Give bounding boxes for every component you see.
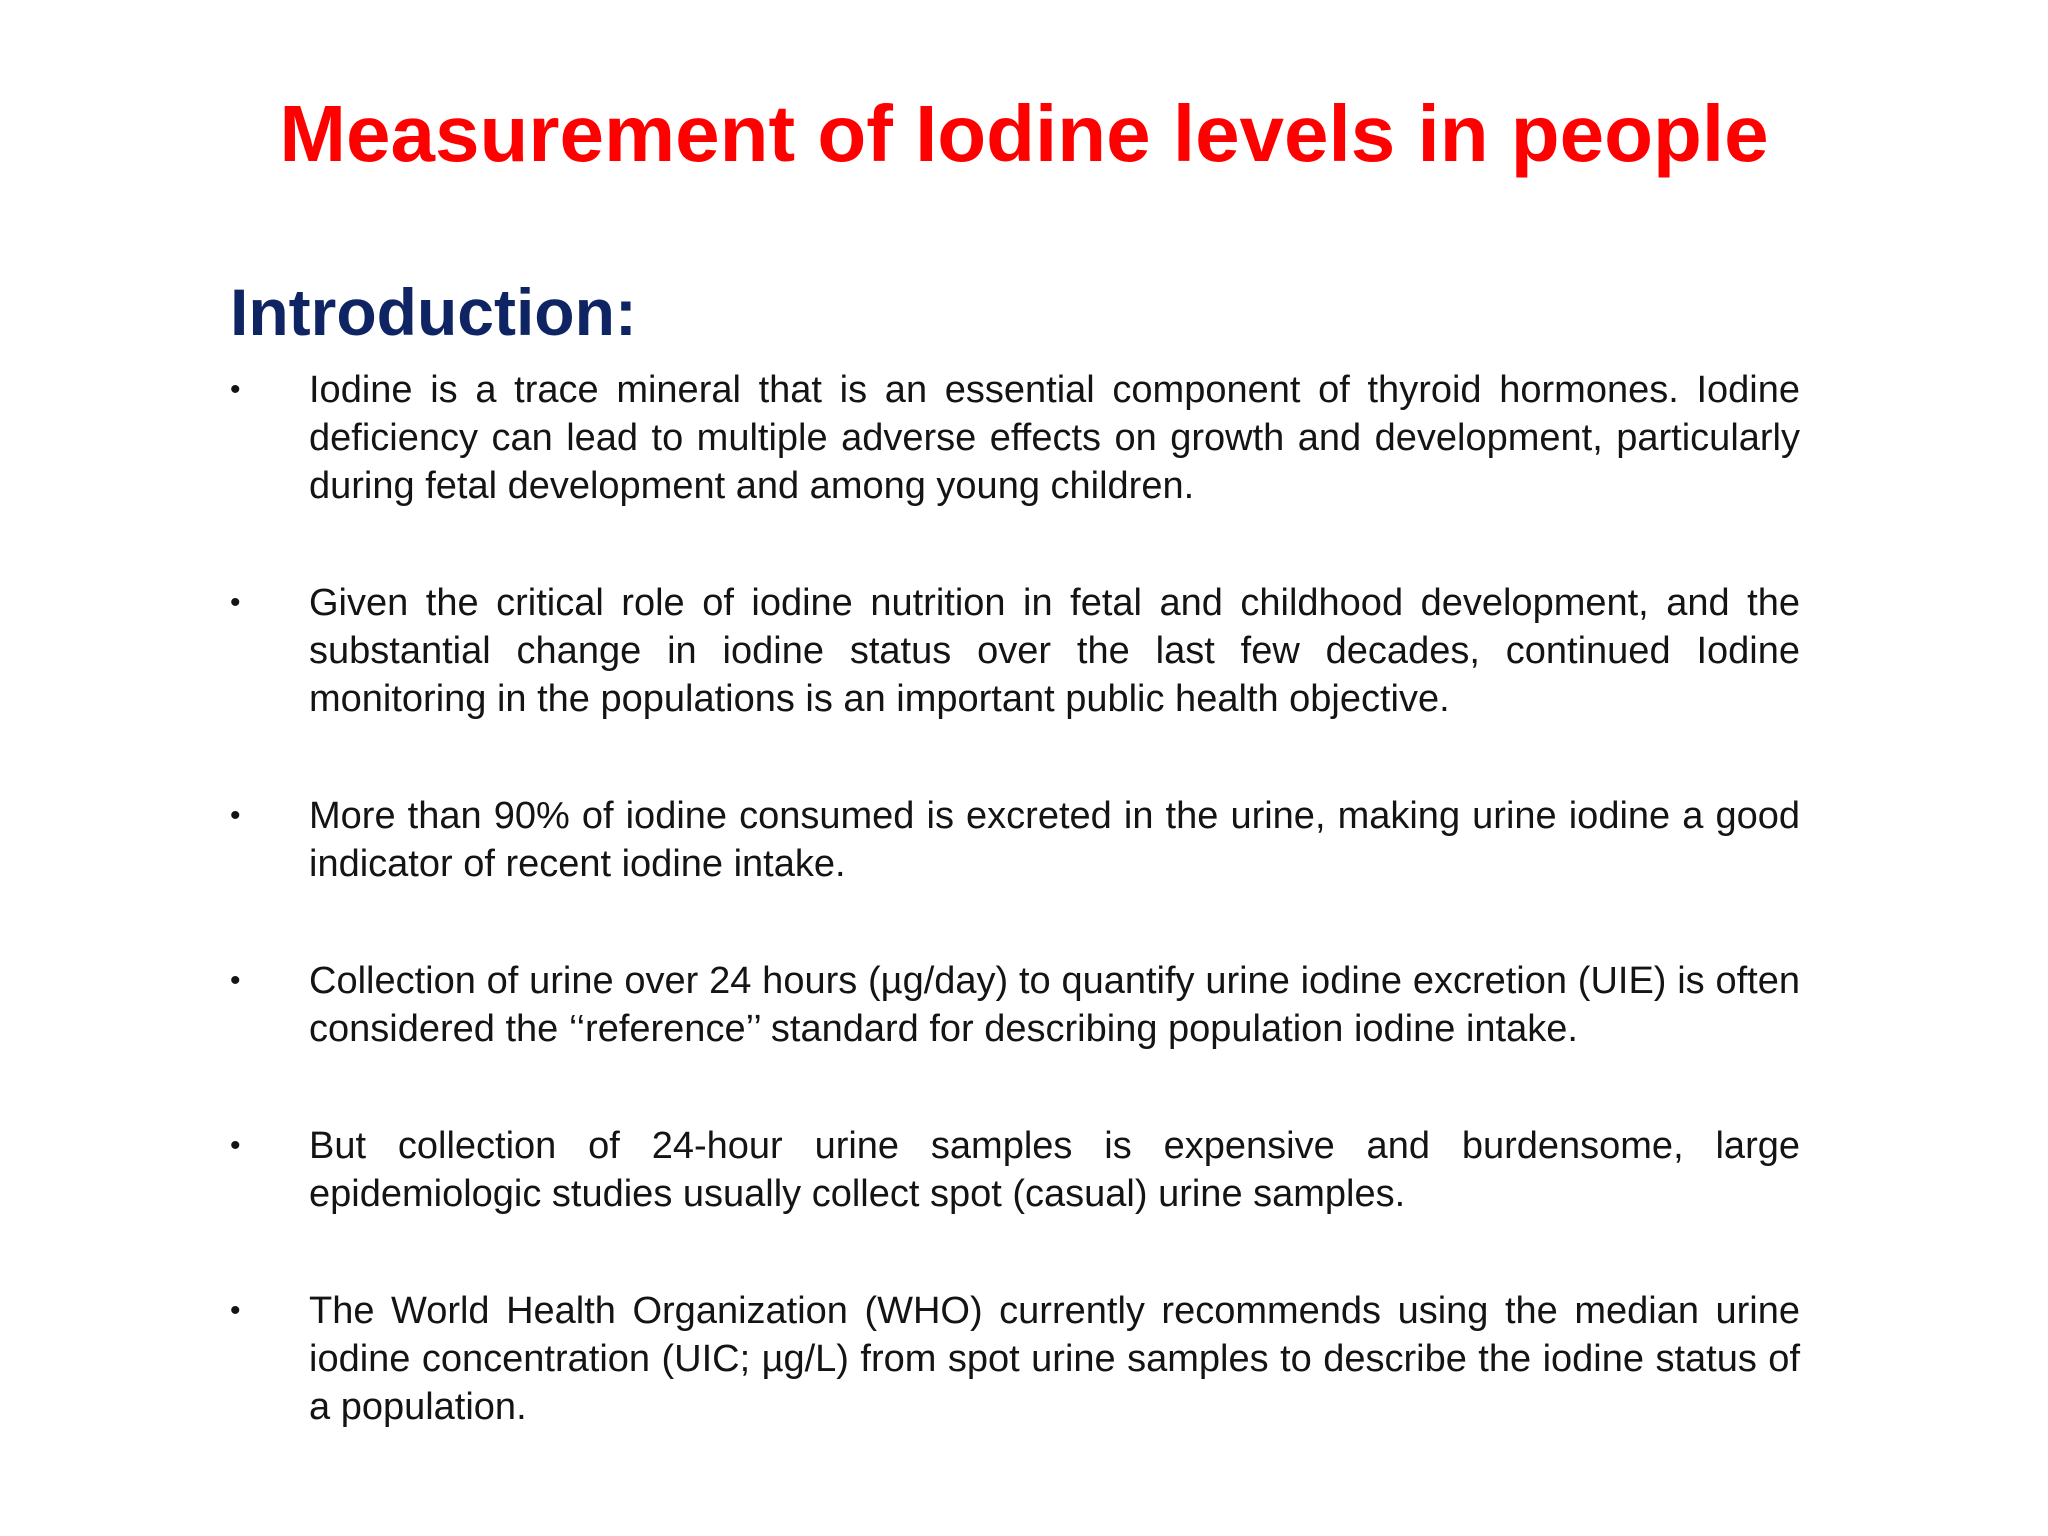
- bullet-dot-icon: •: [230, 799, 241, 832]
- bullet-item: [230, 792, 1800, 888]
- bullet-dot-icon: •: [230, 964, 241, 997]
- bullet-text: Collection of urine over 24 hours (µg/day) to quantify urine iodine excretion (UIE) is often considered the ‘‘reference’’ standard for describing population iodine intake.: [309, 960, 1800, 1050]
- bullet-dot-icon: •: [230, 1129, 241, 1162]
- bullet-dot-icon: •: [230, 373, 241, 406]
- bullet-item: [230, 579, 1800, 723]
- bullet-item: [230, 366, 1800, 510]
- slide-title: Measurement of Iodine levels in people: [279, 89, 1769, 178]
- bullet-dot-icon: •: [230, 1294, 241, 1327]
- bullet-text: Iodine is a trace mineral that is an essential component of thyroid hormones. Iodine deficiency can lead to multiple adverse effects on growth and development, particularly during fetal development and among young children.: [309, 369, 1800, 507]
- bullet-item: [230, 1287, 1800, 1431]
- bullet-dot-icon: •: [230, 586, 241, 619]
- bullet-item: [230, 1122, 1800, 1218]
- bullet-item: [230, 957, 1800, 1053]
- bullet-text: But collection of 24-hour urine samples is expensive and burdensome, large epidemiologic studies usually collect spot (casual) urine samples.: [309, 1125, 1800, 1215]
- bullet-list: [230, 366, 1800, 1431]
- section-heading: Introduction:: [230, 275, 637, 349]
- bullet-text: More than 90% of iodine consumed is excreted in the urine, making urine iodine a good indicator of recent iodine intake.: [309, 795, 1800, 885]
- bullet-text: Given the critical role of iodine nutrition in fetal and childhood development, and the substantial change in iodine status over the last few decades, continued Iodine monitoring in the populations is an important public health objective.: [309, 582, 1800, 720]
- bullet-text: The World Health Organization (WHO) currently recommends using the median urine iodine concentration (UIC; µg/L) from spot urine samples to describe the iodine status of a population.: [309, 1290, 1800, 1428]
